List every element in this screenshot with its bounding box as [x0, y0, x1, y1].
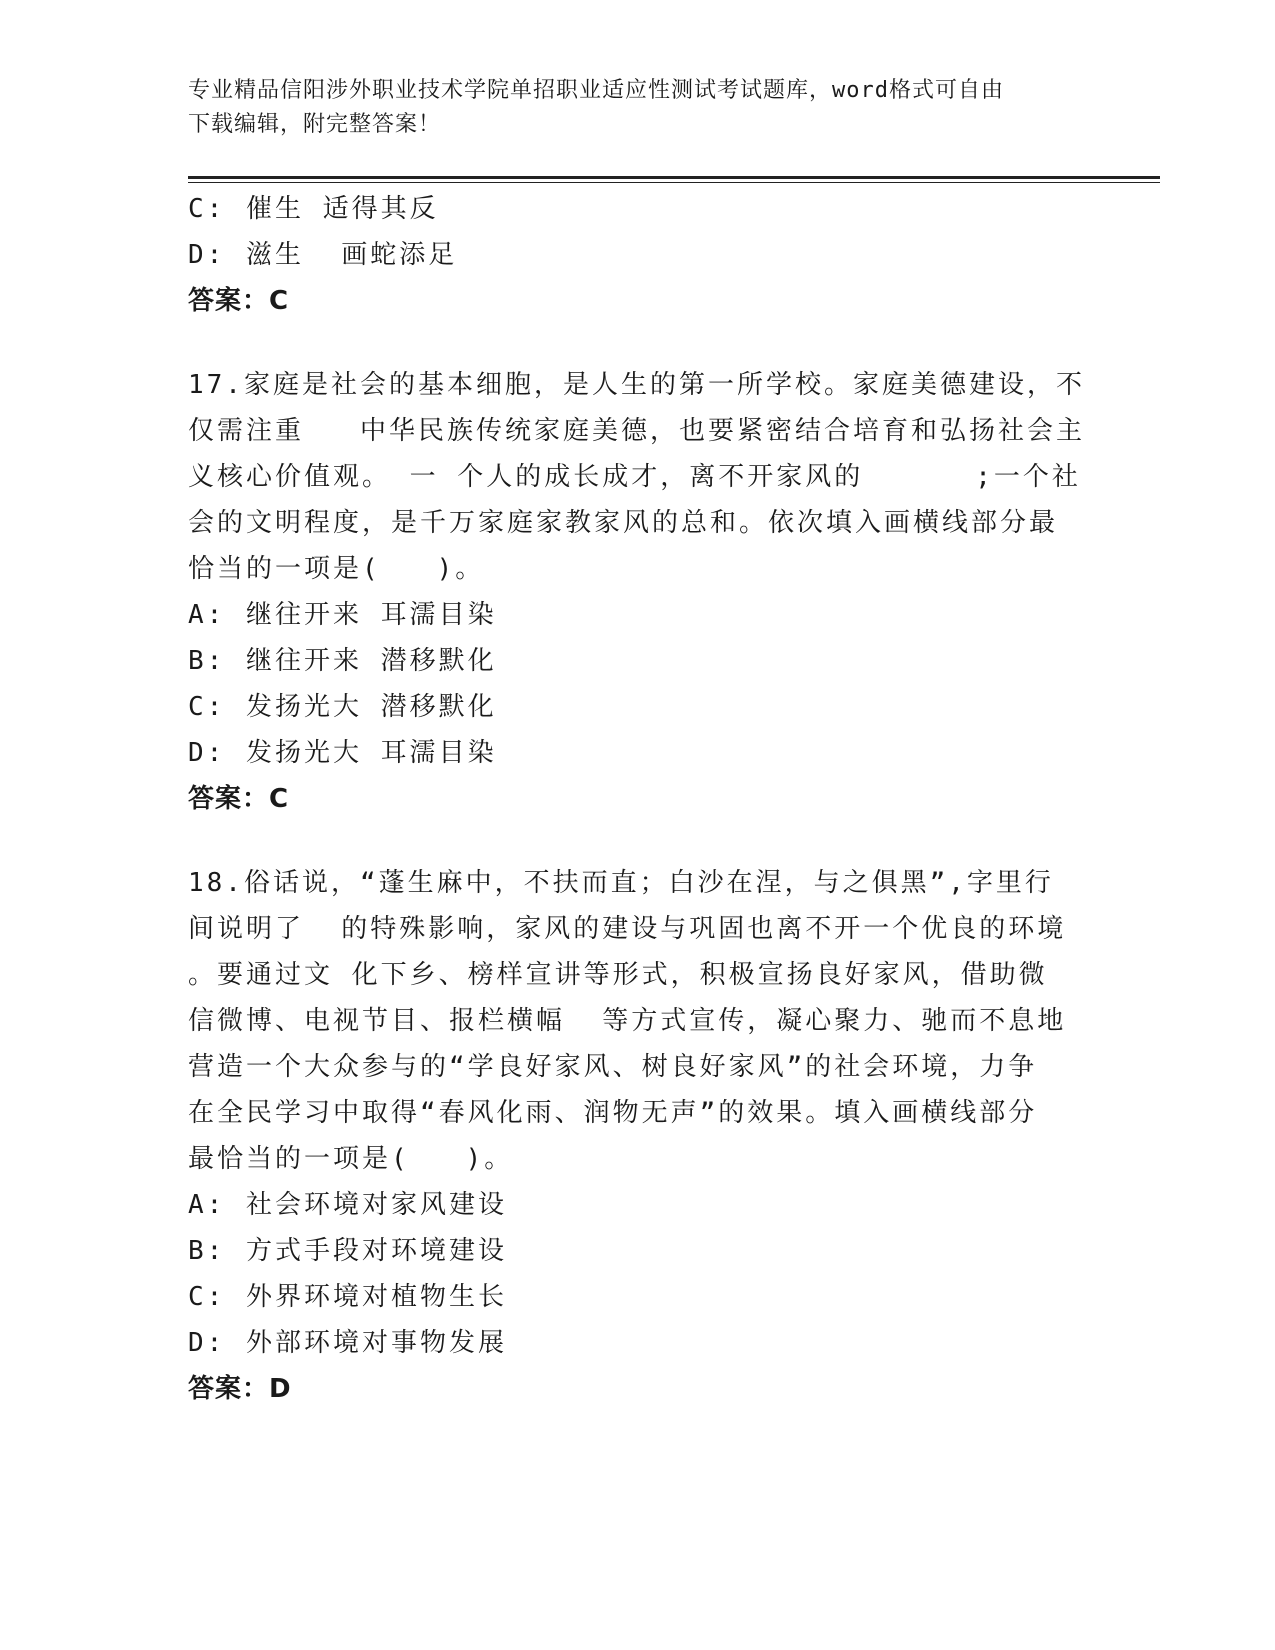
answer-line: 答案：D — [188, 1374, 292, 1404]
header-divider-thin — [188, 182, 1160, 183]
option-a — [188, 592, 1088, 638]
option-text: 继往开来 潜移默化 — [246, 646, 497, 676]
option-text: 滋生 画蛇添足 — [246, 240, 458, 270]
answer-line: 答案：C — [188, 784, 290, 814]
header-line-2: 下载编辑，附完整答案！ — [188, 112, 442, 137]
option-b — [188, 1228, 1088, 1274]
question-text-line: 间说明了 的特殊影响，家风的建设与巩固也离不开一个优良的环境 — [188, 914, 1067, 944]
option-letter: A: — [188, 600, 226, 630]
option-c — [188, 1274, 1088, 1320]
option-text: 继往开来 耳濡目染 — [246, 600, 497, 630]
question-text-line: 会的文明程度，是千万家庭家教家风的总和。依次填入画横线部分最 — [188, 508, 1059, 538]
option-letter: D: — [188, 1328, 226, 1358]
option-text: 外部环境对事物发展 — [246, 1328, 508, 1358]
question-17 — [188, 362, 1088, 822]
option-b — [188, 638, 1088, 684]
header-divider-thick — [188, 176, 1160, 179]
question-text-line: 在全民学习中取得“春风化雨、润物无声”的效果。填入画横线部分 — [188, 1098, 1038, 1128]
option-letter: B: — [188, 646, 226, 676]
question-text-line: 最恰当的一项是( )。 — [188, 1144, 514, 1174]
spacer — [188, 822, 1088, 860]
question-text-line: 营造一个大众参与的“学良好家风、树良好家风”的社会环境，力争 — [188, 1052, 1038, 1082]
header-line-1: 专业精品信阳涉外职业技术学院单招职业适应性测试考试题库，word格式可自由 — [188, 78, 1004, 103]
option-c — [188, 684, 1088, 730]
question-text-line: 18.俗话说，“蓬生麻中，不扶而直；白沙在涅，与之俱黑”,字里行 — [188, 868, 1054, 898]
option-letter: D: — [188, 738, 226, 768]
question-text-line: 。要通过文 化下乡、榜样宣讲等形式，积极宣扬良好家风，借助微 — [188, 960, 1048, 990]
question-text-line: 17.家庭是社会的基本细胞，是人生的第一所学校。家庭美德建设，不 — [188, 370, 1085, 400]
option-d — [188, 1320, 1088, 1366]
option-d — [188, 232, 1088, 278]
option-text: 外界环境对植物生长 — [246, 1282, 508, 1312]
question-text-line: 义核心价值观。 一 个人的成长成才，离不开家风的 ;一个社 — [188, 462, 1081, 492]
document-header — [188, 74, 1068, 142]
answer-line: 答案：C — [188, 286, 290, 316]
option-letter: A: — [188, 1190, 226, 1220]
option-letter: D: — [188, 240, 226, 270]
option-letter: C: — [188, 1282, 226, 1312]
option-text: 发扬光大 耳濡目染 — [246, 738, 497, 768]
option-letter: B: — [188, 1236, 226, 1266]
question-18 — [188, 860, 1088, 1412]
question-16-tail — [188, 186, 1088, 324]
option-text: 方式手段对环境建设 — [246, 1236, 508, 1266]
option-text: 社会环境对家风建设 — [246, 1190, 508, 1220]
option-text: 发扬光大 潜移默化 — [246, 692, 497, 722]
option-a — [188, 1182, 1088, 1228]
question-text-line: 仅需注重 中华民族传统家庭美德，也要紧密结合培育和弘扬社会主 — [188, 416, 1085, 446]
question-text-line: 信微博、电视节目、报栏横幅 等方式宣传，凝心聚力、驰而不息地 — [188, 1006, 1067, 1036]
option-d — [188, 730, 1088, 776]
option-letter: C: — [188, 692, 226, 722]
option-c — [188, 186, 1088, 232]
document-body — [188, 186, 1088, 1412]
option-letter: C: — [188, 194, 226, 224]
spacer — [188, 324, 1088, 362]
question-text-line: 恰当的一项是( )。 — [188, 554, 485, 584]
option-text: 催生 适得其反 — [246, 194, 439, 224]
